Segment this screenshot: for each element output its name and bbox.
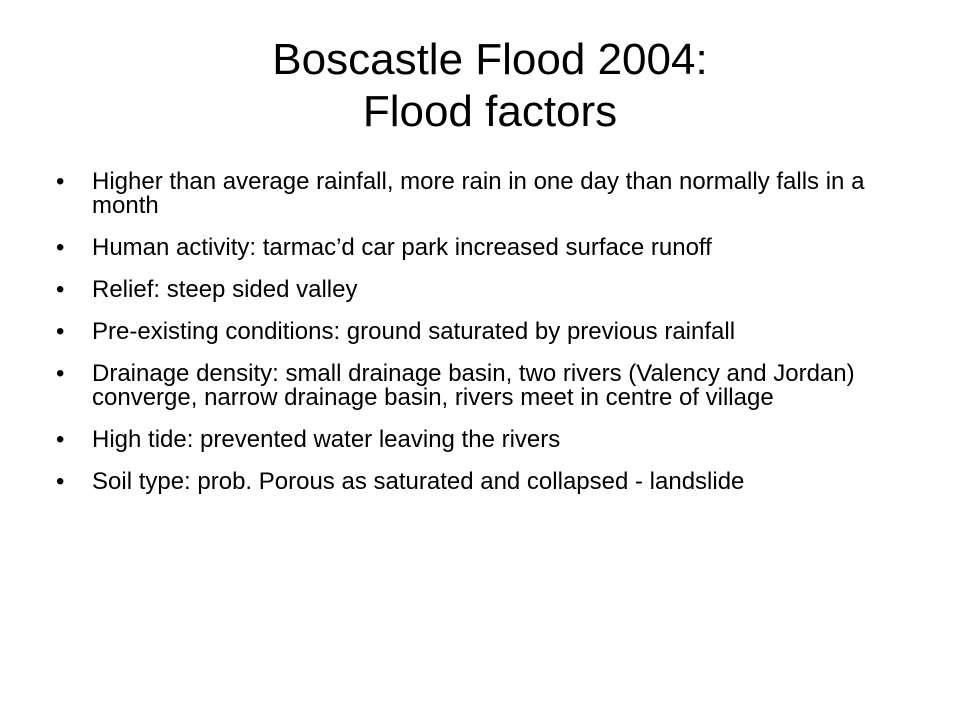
bullet-icon: • <box>56 168 65 195</box>
bullet-icon: • <box>56 426 65 453</box>
bullet-item-human-activity <box>56 236 916 260</box>
bullet-text: Relief: steep sided valley <box>92 276 358 303</box>
bullet-item-rainfall <box>56 170 916 218</box>
bullet-item-relief <box>56 278 916 302</box>
bullet-text: Higher than average rainfall, more rain in one day than normally falls in a month <box>92 168 865 219</box>
bullet-icon: • <box>56 276 65 303</box>
bullet-text: Soil type: prob. Porous as saturated and collapsed - landslide <box>92 468 745 495</box>
bullet-icon: • <box>56 318 65 345</box>
bullet-text: Human activity: tarmac’d car park increased surface runoff <box>92 234 712 261</box>
bullet-list <box>56 170 916 512</box>
bullet-item-pre-existing-conditions <box>56 320 916 344</box>
bullet-item-soil-type <box>56 470 916 494</box>
bullet-item-high-tide <box>56 428 916 452</box>
bullet-text: High tide: prevented water leaving the rivers <box>92 426 561 453</box>
bullet-icon: • <box>56 468 65 495</box>
title-line-2: Flood factors <box>362 87 618 136</box>
title-line-1: Boscastle Flood 2004: <box>272 35 708 84</box>
bullet-item-drainage-density <box>56 362 916 410</box>
bullet-icon: • <box>56 360 65 387</box>
bullet-text: Pre-existing conditions: ground saturated by previous rainfall <box>92 318 736 345</box>
bullet-text: Drainage density: small drainage basin, two rivers (Valency and Jordan) converge, narrow drainage basin, rivers meet in centre of village <box>92 360 855 411</box>
bullet-icon: • <box>56 234 65 261</box>
slide-title <box>40 34 940 138</box>
